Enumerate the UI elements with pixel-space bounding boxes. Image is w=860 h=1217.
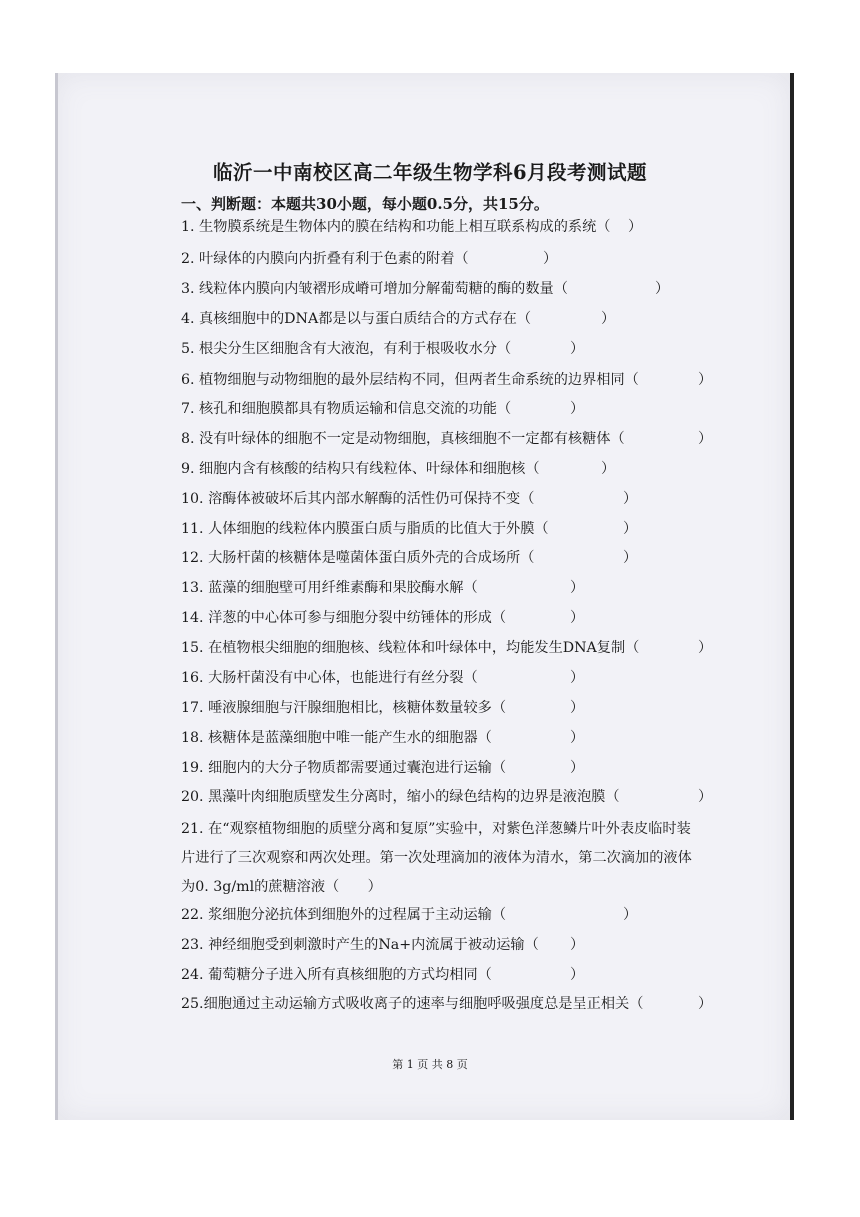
question-19 bbox=[181, 757, 721, 777]
answer-paren-close: ） bbox=[655, 281, 670, 297]
question-text: 8. 没有叶绿体的细胞不一定是动物细胞，真核细胞不一定都有核糖体（ bbox=[181, 431, 625, 447]
question-3 bbox=[181, 278, 721, 298]
question-10 bbox=[181, 488, 721, 508]
question-21: 21. 在“观察植物细胞的质壁分离和复原”实验中，对紫色洋葱鳞片叶外表皮临时装片进行了三次观察和两次处理。第一次处理滴加的液体为清水，第二次滴加的液体为0. 3g/ml的蔗糖溶液（ ） bbox=[181, 821, 692, 895]
question-text: 14. 洋葱的中心体可参与细胞分裂中纺锤体的形成（ bbox=[181, 610, 507, 626]
question-text: 16. 大肠杆菌没有中心体，也能进行有丝分裂（ bbox=[181, 670, 478, 686]
question-15 bbox=[181, 637, 721, 657]
answer-paren-close: ） bbox=[543, 251, 558, 267]
question-text: 22. 浆细胞分泌抗体到细胞外的过程属于主动运输（ bbox=[181, 907, 507, 923]
question-text: 6. 植物细胞与动物细胞的最外层结构不同，但两者生命系统的边界相同（ bbox=[181, 372, 639, 388]
question-16 bbox=[181, 667, 721, 687]
question-text: 10. 溶酶体被破坏后其内部水解酶的活性仍可保持不变（ bbox=[181, 491, 535, 507]
question-text: 4. 真核细胞中的DNA都是以与蛋白质结合的方式存在（ bbox=[181, 311, 532, 327]
answer-paren-close: ） bbox=[570, 700, 585, 716]
answer-paren-close: ） bbox=[623, 491, 638, 507]
question-text: 17. 唾液腺细胞与汗腺细胞相比，核糖体数量较多（ bbox=[181, 700, 507, 716]
question-text: 13. 蓝藻的细胞壁可用纤维素酶和果胶酶水解（ bbox=[181, 580, 478, 596]
answer-paren-close: ） bbox=[570, 760, 585, 776]
answer-paren-close: ） bbox=[570, 937, 585, 953]
question-text: 18. 核糖体是蓝藻细胞中唯一能产生水的细胞器（ bbox=[181, 730, 492, 746]
question-text: 1. 生物膜系统是生物体内的膜在结构和功能上相互联系构成的系统（ bbox=[181, 219, 611, 235]
question-1 bbox=[181, 216, 721, 236]
question-text: 15. 在植物根尖细胞的细胞核、线粒体和叶绿体中，均能发生DNA复制（ bbox=[181, 640, 640, 656]
question-text: 12. 大肠杆菌的核糖体是噬菌体蛋白质外壳的合成场所（ bbox=[181, 550, 535, 566]
question-20 bbox=[181, 786, 721, 806]
question-11 bbox=[181, 518, 721, 538]
exam-title: 临沂一中南校区高二年级生物学科6月段考测试题 bbox=[212, 161, 648, 184]
question-text: 7. 核孔和细胞膜都具有物质运输和信息交流的功能（ bbox=[181, 401, 512, 417]
answer-paren-close: ） bbox=[570, 610, 585, 626]
answer-paren-close: ） bbox=[623, 907, 638, 923]
page-edge-left bbox=[55, 73, 58, 1120]
question-text: 25.细胞通过主动运输方式吸收离子的速率与细胞呼吸强度总是呈正相关（ bbox=[181, 996, 644, 1012]
answer-paren-close: ） bbox=[628, 219, 643, 235]
answer-paren-close: ） bbox=[623, 550, 638, 566]
question-8 bbox=[181, 428, 721, 448]
answer-paren-close: ） bbox=[570, 401, 585, 417]
question-6 bbox=[181, 369, 721, 389]
page-footer: 第 1 页 共 8 页 bbox=[392, 1058, 468, 1071]
answer-paren-close: ） bbox=[698, 789, 713, 805]
question-text: 3. 线粒体内膜向内皱褶形成嵴可增加分解葡萄糖的酶的数量（ bbox=[181, 281, 568, 297]
question-text: 23. 神经细胞受到刺激时产生的Na+内流属于被动运输（ bbox=[181, 937, 539, 953]
question-text: 2. 叶绿体的内膜向内折叠有利于色素的附着（ bbox=[181, 251, 469, 267]
answer-paren-close: ） bbox=[570, 967, 585, 983]
question-13 bbox=[181, 577, 721, 597]
page-edge-shadow bbox=[790, 73, 794, 1120]
answer-paren-close: ） bbox=[601, 461, 616, 477]
answer-paren-close: ） bbox=[698, 640, 713, 656]
question-text: 5. 根尖分生区细胞含有大液泡，有利于根吸收水分（ bbox=[181, 341, 512, 357]
question-text: 19. 细胞内的大分子物质都需要通过囊泡进行运输（ bbox=[181, 760, 507, 776]
question-5 bbox=[181, 338, 721, 358]
question-24 bbox=[181, 964, 721, 984]
question-23 bbox=[181, 934, 721, 954]
question-text: 9. 细胞内含有核酸的结构只有线粒体、叶绿体和细胞核（ bbox=[181, 461, 540, 477]
answer-paren-close: ） bbox=[570, 341, 585, 357]
answer-paren-close: ） bbox=[570, 670, 585, 686]
question-12 bbox=[181, 547, 721, 567]
question-9 bbox=[181, 458, 721, 478]
answer-paren-close: ） bbox=[698, 372, 713, 388]
section-heading: 一、判断题：本题共30小题，每小题0.5分，共15分。 bbox=[181, 195, 549, 213]
question-text: 11. 人体细胞的线粒体内膜蛋白质与脂质的比值大于外膜（ bbox=[181, 521, 549, 537]
question-7 bbox=[181, 398, 721, 418]
question-text: 24. 葡萄糖分子进入所有真核细胞的方式均相同（ bbox=[181, 967, 492, 983]
answer-paren-close: ） bbox=[623, 521, 638, 537]
question-25 bbox=[181, 993, 721, 1013]
question-17 bbox=[181, 697, 721, 717]
question-4 bbox=[181, 308, 721, 328]
question-18 bbox=[181, 727, 721, 747]
answer-paren-close: ） bbox=[698, 431, 713, 447]
answer-paren-close: ） bbox=[601, 311, 616, 327]
question-14 bbox=[181, 607, 721, 627]
answer-paren-close: ） bbox=[570, 580, 585, 596]
question-text: 20. 黑藻叶肉细胞质壁发生分离时，缩小的绿色结构的边界是液泡膜（ bbox=[181, 789, 620, 805]
answer-paren-close: ） bbox=[698, 996, 713, 1012]
answer-paren-close: ） bbox=[570, 730, 585, 746]
question-2 bbox=[181, 248, 721, 268]
question-22 bbox=[181, 904, 721, 924]
